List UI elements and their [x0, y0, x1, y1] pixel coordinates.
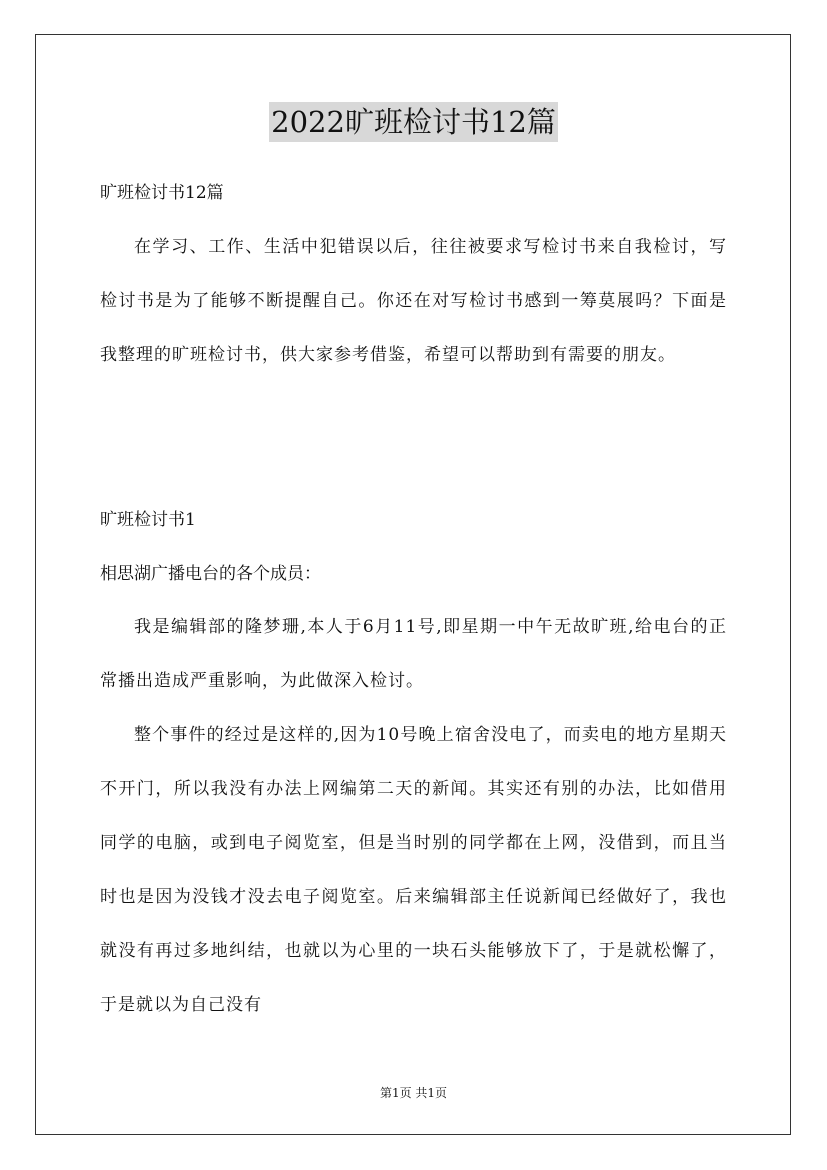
document-title: [0, 102, 827, 142]
section-heading: 旷班检讨书1: [100, 510, 196, 530]
body-paragraph-1: 我是编辑部的隆梦珊,本人于6月11号,即星期一中午无故旷班,给电台的正常播出造成严重影响，为此做深入检讨。: [100, 617, 727, 691]
title-text: 2022旷班检讨书12篇: [269, 102, 558, 142]
salutation: 相思湖广播电台的各个成员：: [100, 564, 321, 584]
document-subtitle: 旷班检讨书12篇: [100, 183, 224, 203]
page-number-footer: 第1页 共1页: [379, 1086, 448, 1100]
body-paragraph-2: 整个事件的经过是这样的,因为10号晚上宿舍没电了，而卖电的地方星期天不开门，所以我没有办法上网编第二天的新闻。其实还有别的办法，比如借用同学的电脑，或到电子阅览室，但是当时别的同学都在上网，没借到，而且当时也是因为没钱才没去电子阅览室。后来编辑部主任说新闻已经做好了，我也就没有再过多地纠结，也就以为心里的一块石头能够放下了，于是就松懈了，于是就以为自己没有: [100, 725, 727, 1015]
intro-paragraph: 在学习、工作、生活中犯错误以后，往往被要求写检讨书来自我检讨，写检讨书是为了能够不断提醒自己。你还在对写检讨书感到一筹莫展吗？下面是我整理的旷班检讨书，供大家参考借鉴，希望可以帮助到有需要的朋友。: [100, 237, 727, 365]
